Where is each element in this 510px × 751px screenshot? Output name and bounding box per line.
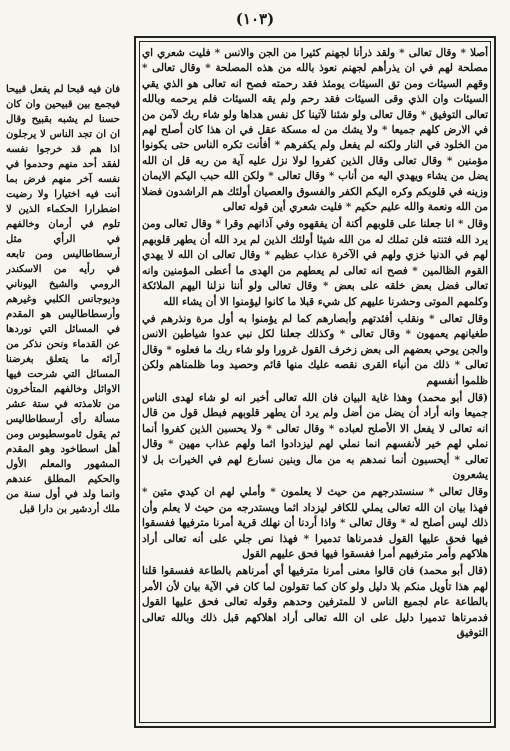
main-paragraph: أصلا * وقال تعالى * ولقد ذرأنا لجهنم كثيرا من الجن والانس * فليت شعري اي مصلحة لهم في ان يذرأهم لجهنم نعوذ بالله من هذه المصلحة * وقال تعالى * وقهم السيئات ومن تق السيئات يومئذ فقد رحمته فصح انه تعالى هو الذي يقي السيئات وان الذي وقى السيئات فقد رحم ولم يقه السيئات فلم يرحمه وبالله تعالى التوفيق * وقال تعالى ولو شئنا لآتينا كل نفس هداها ولو شاء ربك لآمن من في الارض كلهم جميعا * ولا يشك من له مسكة عقل في ان هذا كان أصلح لهم من الخلود في النار ولكنه لم يفعل ولم يكفرهم * أفأنت تكره الناس حتى يكونوا مؤمنين * وقال تعالى وقال الذين كفروا لولا نزل عليه آية من ربه قل ان الله يضل من يشاء ويهدي اليه من أناب * وقال تعالى * ولكن الله حبب اليكم الايمان وزينه في قلوبكم وكره اليكم الكفر والفسوق والعصيان أولئك هم الراشدون فضلا من الله ونعمة والله عليم حكيم * فليت شعري أين قوله تعالى — [142, 47, 488, 214]
main-paragraph: وقال * انا جعلنا على قلوبهم أكنة أن يفقهوه وفي آذانهم وقرا * وقال تعالى ومن يرد الله فتنته فلن تملك له من الله شيئا أولئك الذين لم يرد الله أن يطهر قلوبهم لهم في الدنيا خزي ولهم في الآخرة عذاب عظيم * وقال تعالى ان الله لا يهدي القوم الظالمين * فصح انه تعالى لم يعطهم من الهدى ما أعطى المؤمنين وانه تعالى فضل بعض خلقه على بعض * وقال تعالى ولو أننا نزلنا اليهم الملائكة وكلمهم الموتى وحشرنا عليهم كل شيء قبلا ما كانوا ليؤمنوا الا أن يشاء الله — [142, 218, 488, 308]
page-number: (١٠٣) — [235, 10, 275, 28]
margin-commentary — [6, 82, 120, 602]
main-paragraph: وقال تعالى * سنستدرجهم من حيث لا يعلمون * وأملي لهم ان كيدي متين * فهذا بيان ان الله تعالى يملي للكافر ليزداد اثما ويستدرجه من حيث لا يعلم وأن ذلك ليس أصلح له * وقال تعالى * واذا أردنا أن نهلك قرية أمرنا مترفيها ففسقوا فيها فحق عليها القول فدمرناها تدميرا * فهذا نص جلي على أنه تعالى أراد هلاكهم وأمر مترفيهم أمرا ففسقوا فيها فحق عليهم القول — [142, 486, 488, 560]
main-paragraph: وقال تعالى * ونقلب أفئدتهم وأبصارهم كما لم يؤمنوا به أول مرة ونذرهم في طغيانهم يعمهون * وقال تعالى * وكذلك جعلنا لكل نبي عدوا شياطين الانس والجن يوحي بعضهم الى بعض زخرف القول غرورا ولو شاء ربك ما فعلوه * وقال تعالى * ذلك من أنباء القرى نقصه عليك منها قائم وحصيد وما ظلمناهم ولكن ظلموا أنفسهم — [142, 312, 488, 387]
main-paragraph: (قال أبو محمد) فان قالوا معنى أمرنا مترفيها أي أمرناهم بالطاعة ففسقوا قلنا لهم هذا تأويل منكم بلا دليل ولو كان كما تقولون لما كان في الآية بيان لأن الأمر بالطاعة عام لجميع الناس لا للمترفين وحدهم وقوله تعالى فحق عليها القول فدمرناها تدميرا دليل على ان الله تعالى أراد اهلاكهم قبل ذلك وبالله تعالى التوفيق — [142, 565, 488, 640]
main-text-block — [142, 46, 488, 722]
main-paragraph: (قال أبو محمد) وهذا غاية البيان فان الله تعالى أخبر انه لو شاء لهدى الناس جميعا وانه أراد أن يضل من أضل ولم يرد أن يطهر قلوبهم فبطل قول من قال انه تعالى لا يفعل الا الأصلح لعباده * وقال تعالى * ولا يحسبن الذين كفروا أنما نملي لهم خير لأنفسهم انما نملي لهم ليزدادوا اثما ولهم عذاب مهين * وقال تعالى * أيحسبون أنما نمدهم به من مال وبنين نسارع لهم في الخيرات بل لا يشعرون — [142, 391, 488, 481]
margin-commentary-text: فان فيه قبحا لم يفعل قبيحا فيجمع بين قبيحين وان كان حسنا لم يشبه بقبيح وقال ان ان تجد الناس لا يرجلون اذا هم قد خرجوا نفسه لفقد أحد منهم وحدموا في نفسه آخر منهم فرض بما أنت فيه اختيارا ولا رضيت اضطرارا الحكماء الذين لا تلوم في أرمان وخالفهم في الرأي مثل أرسطاطاليس ومن تابعه في رأيه من الاسكندر الرومي والشيخ اليوناني وديوجانس الكلبي وغيرهم وأرسطاطاليس هو المقدم في المسائل التي نوردها عن القدماء ونحن نذكر من آرائه ما يتعلق بغرضنا المسائل التي شرحت فيها الاوائل وخالفهم المتأخرون من تلامذته في ستة عشر مسألة رأى أرسطاطاليس ثم يقول ثاموسطيوس ومن أهل اسطاخود وهو المقدم المشهور والمعلم الأول والحكيم المطلق عندهم وانما ولد في أول سنة من ملك أردشير بن دارا قبل — [6, 84, 120, 515]
